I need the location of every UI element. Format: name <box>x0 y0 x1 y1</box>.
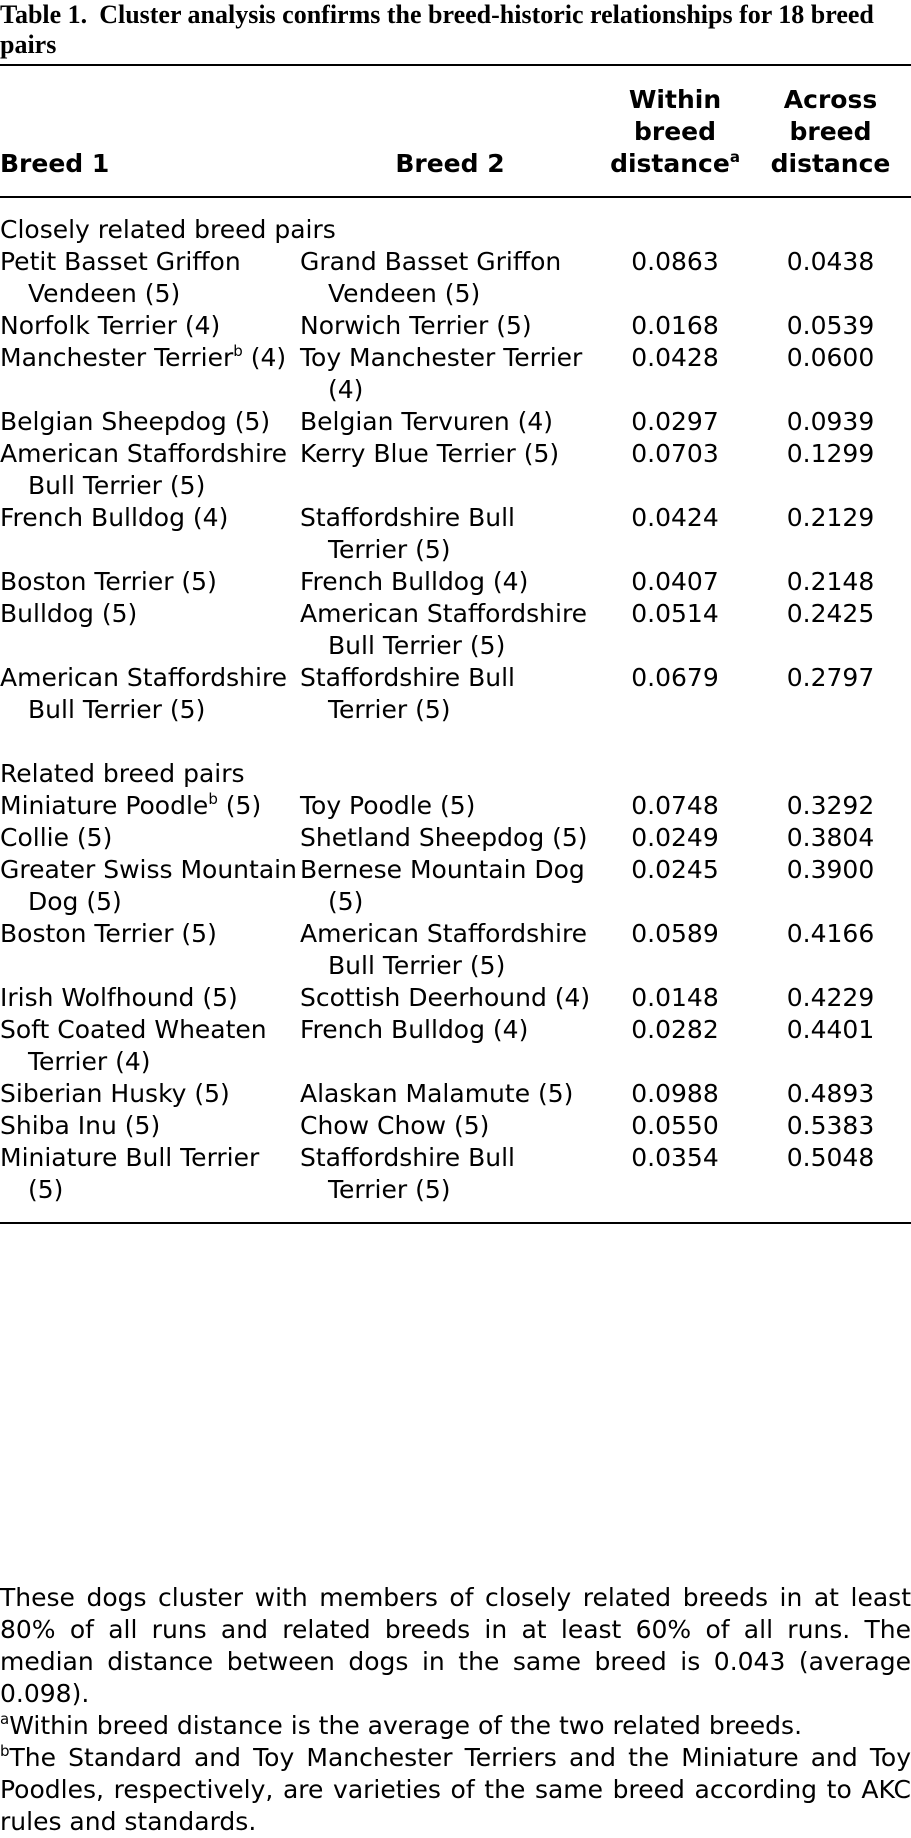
cell-within-distance: 0.0589 <box>631 919 719 948</box>
section-title: Related breed pairs <box>0 759 245 788</box>
footnote-b-mark: b <box>0 1742 10 1760</box>
cell-within-distance: 0.0679 <box>631 663 719 692</box>
cell-across-distance: 0.2797 <box>786 663 875 692</box>
breed-2-name: Staffordshire Bull Terrier (5) <box>300 1143 515 1204</box>
breed-1-name: Boston Terrier (5) <box>0 567 217 596</box>
breed-1-name: Boston Terrier (5) <box>0 919 217 948</box>
breed-1-name: Shiba Inu (5) <box>0 1111 161 1140</box>
table-row <box>0 918 911 982</box>
cell-breed-1 <box>0 1014 300 1078</box>
cell-within-distance: 0.0282 <box>631 1015 719 1044</box>
breed-1-text <box>0 790 300 822</box>
breed-1-name: Collie (5) <box>0 823 113 852</box>
section-heading-row <box>0 197 911 246</box>
breed-1-name: Manchester Terrier <box>0 343 234 372</box>
table-row <box>0 598 911 662</box>
cell-breed-2 <box>300 982 600 1014</box>
cell-across-distance: 0.4893 <box>786 1079 875 1108</box>
breed-1-name: Norfolk Terrier (4) <box>0 311 221 340</box>
cell-breed-1 <box>0 662 300 726</box>
breed-2-name: Alaskan Malamute (5) <box>300 1079 574 1108</box>
cell-across-distance: 0.4229 <box>786 983 875 1012</box>
footnote-a-mark: a <box>0 1710 10 1728</box>
cell-within-distance: 0.0424 <box>631 503 719 532</box>
breed-1-count: (4) <box>242 343 287 372</box>
cell-breed-2 <box>300 310 600 342</box>
cell-breed-2 <box>300 822 600 854</box>
breed-2-name: Bernese Mountain Dog (5) <box>300 855 585 916</box>
cell-breed-1 <box>0 790 300 822</box>
cell-breed-1 <box>0 1078 300 1110</box>
breed-1-text <box>0 982 300 1014</box>
breed-1-name: Greater Swiss Mountain Dog (5) <box>0 855 297 916</box>
cell-breed-1 <box>0 502 300 566</box>
cell-across-distance: 0.1299 <box>786 439 875 468</box>
cell-breed-2 <box>300 438 600 502</box>
cell-breed-2 <box>300 1078 600 1110</box>
breed-1-text <box>0 438 300 502</box>
breed-2-name: American Staffordshire Bull Terrier (5) <box>300 599 588 660</box>
breed-1-name: Irish Wolfhound (5) <box>0 983 238 1012</box>
table-row <box>0 790 911 822</box>
cell-breed-1 <box>0 598 300 662</box>
cell-across-distance: 0.0600 <box>786 343 875 372</box>
cell-breed-1 <box>0 1110 300 1142</box>
footnote-b-text: The Standard and Toy Manchester Terriers and the Miniature and Toy Poodles, respectively, are varieties of the same breed according to AKC rules and standards. <box>0 1743 911 1836</box>
breed-2-name: Scottish Deerhound (4) <box>300 983 591 1012</box>
cell-across-distance: 0.4166 <box>786 919 875 948</box>
breed-2-name: Kerry Blue Terrier (5) <box>300 439 560 468</box>
breed-2-name: Chow Chow (5) <box>300 1111 490 1140</box>
cell-breed-1 <box>0 342 300 406</box>
cell-within-distance: 0.0354 <box>600 1142 750 1223</box>
breed-1-name: American Staffordshire Bull Terrier (5) <box>0 439 288 500</box>
cell-across-distance: 0.3900 <box>786 855 875 884</box>
breed-1-count: (5) <box>217 791 262 820</box>
breed-1-name: American Staffordshire Bull Terrier (5) <box>0 663 288 724</box>
cell-breed-1 <box>0 982 300 1014</box>
breed-1-text <box>0 310 300 342</box>
table-summary-note: These dogs cluster with members of closely related breeds in at least 80% of all runs and related breeds in at least 60% of all runs. The median distance between dogs in the same breed is 0.043 (average 0.098). <box>0 1583 911 1708</box>
cell-breed-2 <box>300 790 600 822</box>
breed-1-text <box>0 502 300 534</box>
cell-across-distance: 0.4401 <box>786 1015 875 1044</box>
header-across-breed-distance: Across breed distance <box>750 65 911 197</box>
breed-1-text <box>0 1014 300 1078</box>
header-breed-1: Breed 1 <box>0 65 300 197</box>
breed-1-name: Bulldog (5) <box>0 599 138 628</box>
breed-1-text <box>0 566 300 598</box>
cell-breed-2 <box>300 246 600 310</box>
cell-across-distance: 0.0939 <box>786 407 875 436</box>
cell-across-distance: 0.5048 <box>750 1142 911 1223</box>
table-row <box>0 246 911 310</box>
cell-within-distance: 0.0550 <box>631 1111 719 1140</box>
breed-1-name: Miniature Poodle <box>0 791 209 820</box>
cell-within-distance: 0.0407 <box>631 567 719 596</box>
cell-across-distance: 0.2129 <box>786 503 875 532</box>
cell-breed-1 <box>0 918 300 982</box>
footnote-a <box>0 1710 911 1742</box>
cell-breed-1 <box>0 854 300 918</box>
breed-1-text <box>0 246 300 310</box>
footnote-mark-a: a <box>729 148 740 166</box>
table-row <box>0 438 911 502</box>
table-row <box>0 1110 911 1142</box>
cell-breed-2 <box>300 598 600 662</box>
header-within-breed-distance <box>600 65 750 197</box>
cell-within-distance: 0.0514 <box>631 599 719 628</box>
cell-breed-1 <box>0 310 300 342</box>
breed-2-name: Shetland Sheepdog (5) <box>300 823 588 852</box>
cell-within-distance: 0.0297 <box>631 407 719 436</box>
breed-1-name: Miniature Bull Terrier (5) <box>0 1143 260 1204</box>
table-row <box>0 566 911 598</box>
breed-1-text <box>0 1078 300 1110</box>
section-heading-row <box>0 726 911 790</box>
footnote-mark-b: b <box>233 342 243 360</box>
breed-1-name: Soft Coated Wheaten Terrier (4) <box>0 1015 267 1076</box>
breed-1-text <box>0 1142 300 1206</box>
cell-within-distance: 0.0245 <box>631 855 719 884</box>
breed-2-name: Staffordshire Bull Terrier (5) <box>300 663 515 724</box>
footnote-b <box>0 1742 911 1838</box>
cell-across-distance: 0.5383 <box>786 1111 875 1140</box>
breed-1-text <box>0 342 300 374</box>
cell-across-distance: 0.3804 <box>786 823 875 852</box>
cell-within-distance: 0.0988 <box>631 1079 719 1108</box>
table-row <box>0 1014 911 1078</box>
header-within-text: Within breed distance <box>610 85 730 178</box>
cell-within-distance: 0.0168 <box>631 311 719 340</box>
cell-within-distance: 0.0863 <box>631 247 719 276</box>
breed-1-text <box>0 406 300 438</box>
table-header <box>0 65 911 197</box>
cell-breed-2 <box>300 918 600 982</box>
breed-1-text <box>0 918 300 950</box>
cell-breed-2 <box>300 1110 600 1142</box>
table-row <box>0 502 911 566</box>
breed-1-text <box>0 662 300 726</box>
breed-1-name: Belgian Sheepdog (5) <box>0 407 271 436</box>
cell-breed-2 <box>300 662 600 726</box>
breed-1-text <box>0 1110 300 1142</box>
cell-within-distance: 0.0428 <box>631 343 719 372</box>
cell-within-distance: 0.0703 <box>631 439 719 468</box>
cell-breed-1 <box>0 438 300 502</box>
table-row <box>0 342 911 406</box>
table-header-row <box>0 65 911 197</box>
section-title: Closely related breed pairs <box>0 215 336 244</box>
breed-2-name: Norwich Terrier (5) <box>300 311 532 340</box>
table-body <box>0 197 911 1223</box>
breed-2-name: French Bulldog (4) <box>300 567 529 596</box>
cell-within-distance: 0.0148 <box>631 983 719 1012</box>
table-row <box>0 1078 911 1110</box>
cell-breed-2 <box>300 342 600 406</box>
breed-2-name: Staffordshire Bull Terrier (5) <box>300 503 515 564</box>
cell-across-distance: 0.2148 <box>786 567 875 596</box>
breed-1-name: French Bulldog (4) <box>0 503 229 532</box>
footnote-mark-b: b <box>208 790 218 808</box>
breed-2-name: Grand Basset Griffon Vendeen (5) <box>300 247 562 308</box>
cell-across-distance: 0.3292 <box>786 791 875 820</box>
breed-2-name: French Bulldog (4) <box>300 1015 529 1044</box>
cell-breed-1 <box>0 1142 300 1223</box>
breed-1-name: Petit Basset Griffon Vendeen (5) <box>0 247 241 308</box>
breed-2-name: Toy Manchester Terrier (4) <box>300 343 583 404</box>
cell-across-distance: 0.2425 <box>786 599 875 628</box>
table-caption <box>0 0 911 60</box>
cell-across-distance: 0.0539 <box>786 311 875 340</box>
cell-breed-2 <box>300 502 600 566</box>
table-caption-label: Table 1. <box>0 0 88 29</box>
cell-breed-1 <box>0 566 300 598</box>
cell-within-distance: 0.0748 <box>631 791 719 820</box>
breed-1-text <box>0 822 300 854</box>
cell-breed-1 <box>0 822 300 854</box>
breed-2-name: American Staffordshire Bull Terrier (5) <box>300 919 588 980</box>
breed-1-text <box>0 598 300 630</box>
breed-2-name: Belgian Tervuren (4) <box>300 407 554 436</box>
cell-across-distance: 0.0438 <box>786 247 875 276</box>
table-row <box>0 406 911 438</box>
cell-breed-2 <box>300 406 600 438</box>
cell-breed-2 <box>300 854 600 918</box>
table-row <box>0 822 911 854</box>
cell-within-distance: 0.0249 <box>631 823 719 852</box>
table-row <box>0 982 911 1014</box>
table-caption-title: Cluster analysis confirms the breed-historic relationships for 18 breed pairs <box>0 0 874 59</box>
cell-breed-1 <box>0 246 300 310</box>
cell-breed-2 <box>300 1142 600 1223</box>
header-breed-2: Breed 2 <box>300 65 600 197</box>
cell-breed-2 <box>300 566 600 598</box>
breed-distance-table <box>0 64 911 1224</box>
footnote-a-text: Within breed distance is the average of the two related breeds. <box>9 1711 803 1740</box>
breed-2-name: Toy Poodle (5) <box>300 791 476 820</box>
breed-1-name: Siberian Husky (5) <box>0 1079 230 1108</box>
cell-breed-1 <box>0 406 300 438</box>
table-row <box>0 854 911 918</box>
breed-1-text <box>0 854 300 918</box>
cell-breed-2 <box>300 1014 600 1078</box>
table-row <box>0 310 911 342</box>
table-row <box>0 1142 911 1223</box>
table-row <box>0 662 911 726</box>
